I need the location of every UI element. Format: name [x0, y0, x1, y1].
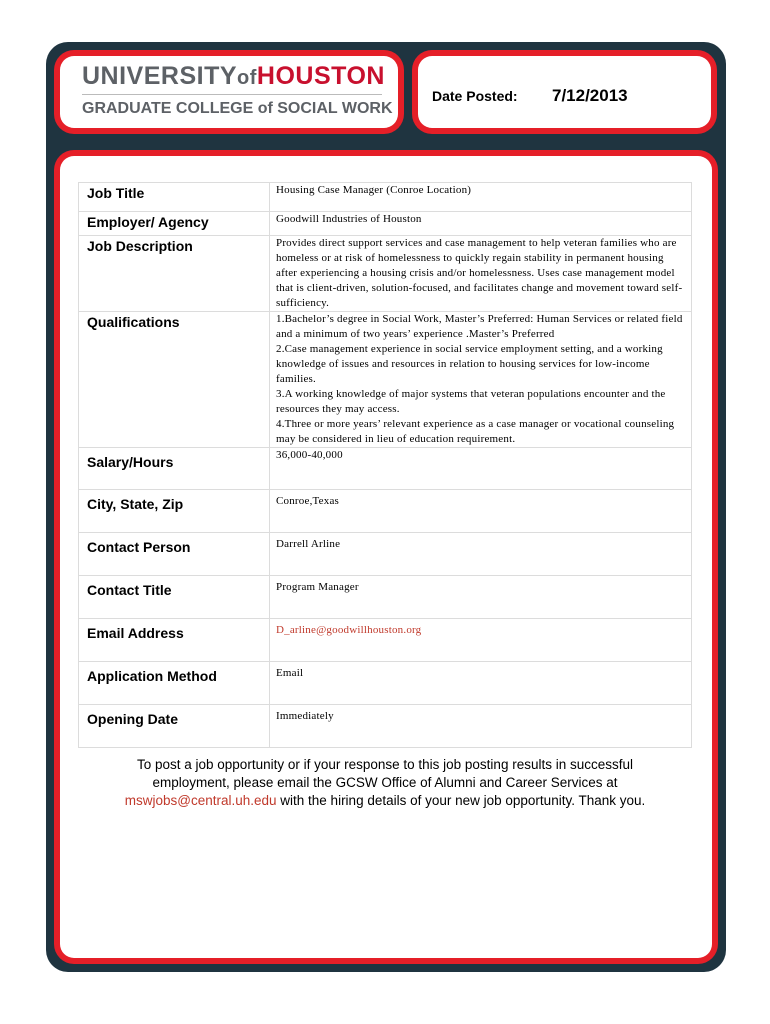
contact-title-value: Program Manager: [270, 576, 692, 619]
location-label: City, State, Zip: [79, 490, 270, 533]
university-logo: UNIVERSITYofHOUSTON: [82, 62, 385, 90]
table-row: [79, 212, 692, 236]
gcsw-email-link[interactable]: mswjobs@central.uh.edu: [124, 793, 277, 808]
salary-value: 36,000-40,000: [270, 448, 692, 490]
job-description-value: Provides direct support services and case management to help veteran families who are homeless or at risk of homelessness to quickly regain stability in permanent housing after experiencing a housing crisis and/or homelessness. Uses case management model that is client-driven, solution-focused, and facilitates change and movement toward self-sufficiency.: [270, 236, 692, 312]
date-panel: [412, 50, 717, 134]
table-row: [79, 183, 692, 212]
logo-divider: [82, 94, 382, 95]
college-name: GRADUATE COLLEGE of SOCIAL WORK: [82, 100, 393, 117]
qualifications-value: [270, 312, 692, 448]
job-title-label: Job Title: [79, 183, 270, 212]
logo-panel: [54, 50, 404, 134]
qualification-item: 3.A working knowledge of major systems that veteran populations encounter and the resources they may access.: [276, 388, 666, 415]
table-row: [79, 662, 692, 705]
opening-date-label: Opening Date: [79, 705, 270, 748]
qualification-item: 1.Bachelor’s degree in Social Work, Master’s Preferred: Human Services or related field and a minimum of two years’ experience .Master’s Preferred: [276, 313, 683, 340]
application-method-label: Application Method: [79, 662, 270, 705]
job-details-table: [78, 182, 692, 748]
contact-email-link[interactable]: D_arline@goodwillhouston.org: [276, 624, 422, 636]
location-value: Conroe,Texas: [270, 490, 692, 533]
job-title-value: Housing Case Manager (Conroe Location): [270, 183, 692, 212]
opening-date-value: Immediately: [270, 705, 692, 748]
table-row: [79, 490, 692, 533]
table-row: [79, 576, 692, 619]
table-row: [79, 448, 692, 490]
email-address-value: [270, 619, 692, 662]
date-posted-value: 7/12/2013: [552, 86, 628, 105]
footer-note: To post a job opportunity or if your response to this job posting results in successful employment, please email the GCSW Office of Alumni and Career Services at mswjobs@central.uh.edu with the hiring details of your new job opportunity. Thank you.: [124, 757, 646, 808]
employer-value: Goodwill Industries of Houston: [270, 212, 692, 236]
table-row: [79, 312, 692, 448]
qualification-item: 4.Three or more years’ relevant experience as a case manager or vocational counseling may be considered in lieu of education requirement.: [276, 418, 675, 445]
contact-title-label: Contact Title: [79, 576, 270, 619]
contact-person-label: Contact Person: [79, 533, 270, 576]
qualification-item: 2.Case management experience in social service employment setting, and a working knowledge of issues and resources in relation to housing services for low-income families.: [276, 343, 663, 385]
table-row: [79, 705, 692, 748]
date-posted-label: Date Posted:: [432, 88, 518, 104]
table-row: [79, 533, 692, 576]
table-row: [79, 236, 692, 312]
employer-label: Employer/ Agency: [79, 212, 270, 236]
salary-label: Salary/Hours: [79, 448, 270, 490]
application-method-value: Email: [270, 662, 692, 705]
email-address-label: Email Address: [79, 619, 270, 662]
job-description-label: Job Description: [79, 236, 270, 312]
qualifications-label: Qualifications: [79, 312, 270, 448]
contact-person-value: Darrell Arline: [270, 533, 692, 576]
table-row: [79, 619, 692, 662]
